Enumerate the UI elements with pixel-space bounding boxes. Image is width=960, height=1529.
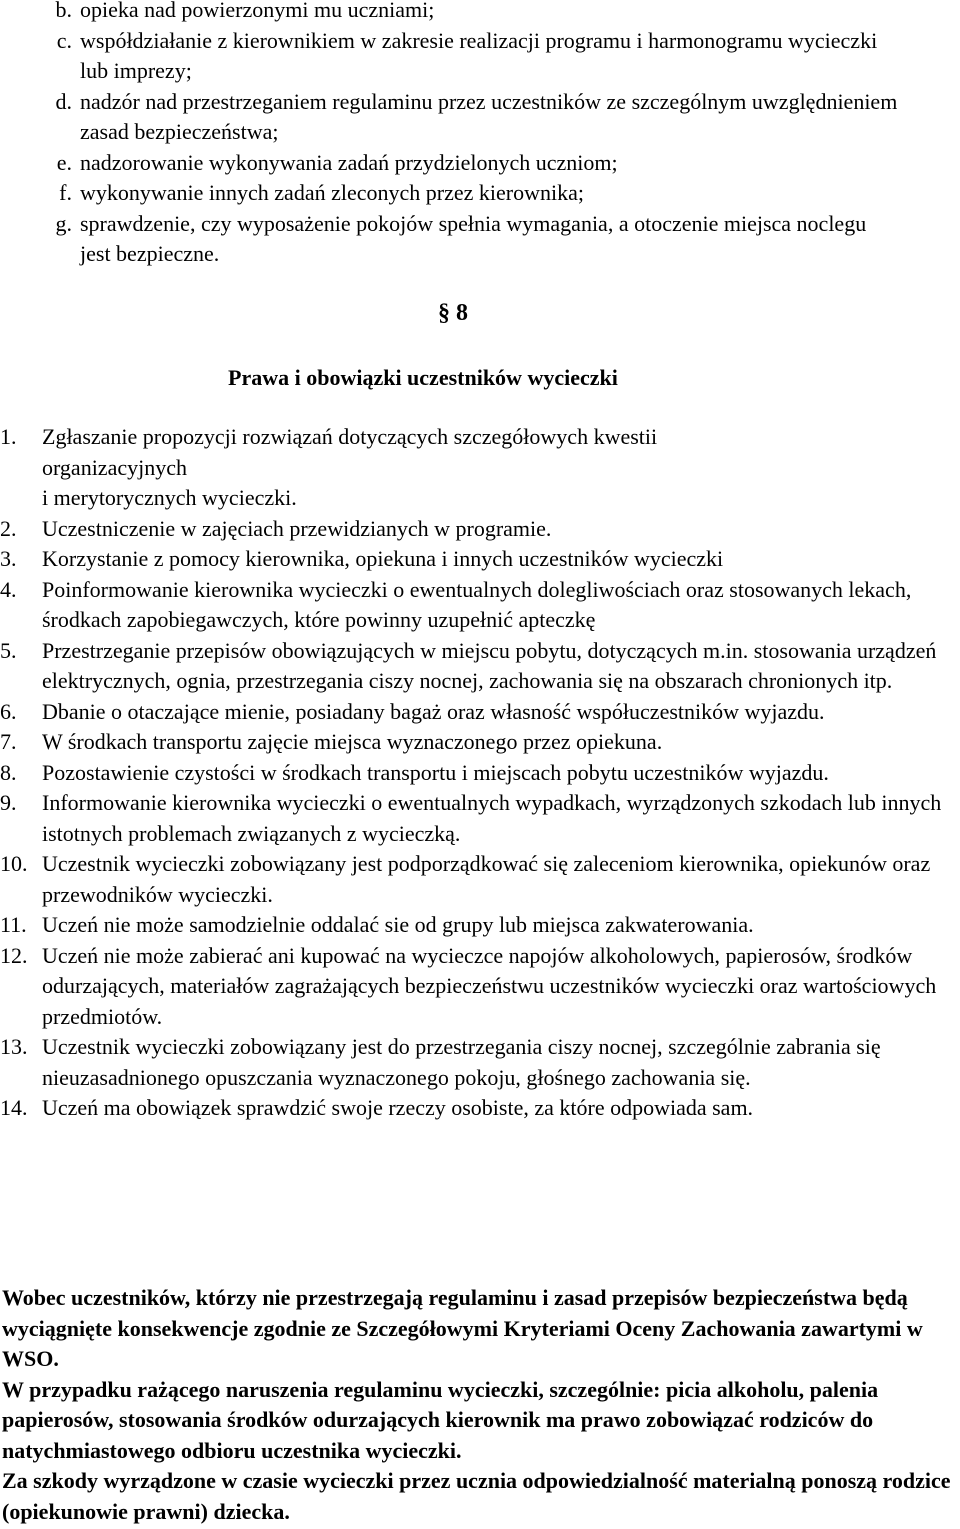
list-marker: e. <box>56 149 72 175</box>
list-marker: 2. <box>0 515 17 541</box>
list-marker: f. <box>59 180 72 205</box>
list-item <box>0 544 942 575</box>
list-item-text: wykonywanie innych zadań zleconych przez kierownika; <box>80 180 584 205</box>
list-item <box>0 1093 942 1124</box>
list-item <box>0 636 942 697</box>
list-marker: 4. <box>0 576 17 602</box>
list-item-text: nadzorowanie wykonywania zadań przydzielonych uczniom; <box>80 149 618 175</box>
closing-statement <box>2 1283 958 1527</box>
list-item-text: Dbanie o otaczające mienie, posiadany bagaż oraz własność współuczestników wyjazdu. <box>42 698 825 724</box>
list-item-text: współdziałanie z kierownikiem w zakresie realizacji programu i harmonogramu wycieczki lub imprezy; <box>80 27 878 83</box>
list-item-text: W środkach transportu zajęcie miejsca wyznaczonego przez opiekuna. <box>42 729 663 754</box>
list-item-text: Uczestnik wycieczki zobowiązany jest podporządkować się zaleceniom kierownika, opiekunów oraz przewodników wycieczki. <box>42 851 931 907</box>
list-marker: 9. <box>0 790 17 815</box>
list-item-text: Uczestnik wycieczki zobowiązany jest do przestrzegania ciszy nocnej, szczególnie zabrania się nieuzasadnionego opuszczania wyznaczonego pokoju, głośnego zachowania się. <box>42 1034 881 1090</box>
list-marker: 11. <box>0 912 27 937</box>
list-marker: 8. <box>0 759 17 785</box>
list-marker: g. <box>55 210 72 236</box>
list-item <box>0 727 942 758</box>
list-item-text: Zgłaszanie propozycji rozwiązań dotyczących szczegółowych kwestii organizacyjnych i merytorycznych wycieczki. <box>42 424 658 510</box>
list-item <box>0 209 900 270</box>
list-item-text: Uczeń nie może samodzielnie oddalać sie od grupy lub miejsca zakwaterowania. <box>42 912 754 937</box>
list-item <box>0 941 942 1033</box>
list-item <box>0 87 900 148</box>
list-item <box>0 422 942 514</box>
list-item <box>0 514 942 545</box>
list-marker: 3. <box>0 546 17 571</box>
list-item <box>0 758 942 789</box>
list-marker: c. <box>56 27 72 53</box>
list-item <box>0 849 942 910</box>
serious-violation-paragraph: W przypadku rażącego naruszenia regulaminu wycieczki, szczególnie: picia alkoholu, palenia papierosów, stosowania środków odurzających kierownik ma prawo zobowiązać rodziców do natychmiastowego odbioru uczestnika wycieczki. <box>2 1376 879 1463</box>
list-item <box>0 178 900 209</box>
list-marker: 13. <box>0 1034 28 1059</box>
list-item-text: opieka nad powierzonymi mu uczniami; <box>80 0 435 22</box>
list-marker: 10. <box>0 851 28 876</box>
list-marker: 14. <box>0 1095 28 1120</box>
list-item-text: Uczeń ma obowiązek sprawdzić swoje rzeczy osobiste, za które odpowiada sam. <box>42 1095 754 1120</box>
list-item <box>0 148 900 179</box>
list-item-text: Pozostawienie czystości w środkach transportu i miejscach pobytu uczestników wyjazdu. <box>42 759 829 785</box>
list-item-text: Przestrzeganie przepisów obowiązujących w miejscu pobytu, dotyczących m.in. stosowania urządzeń elektrycznych, ognia, przestrzegania ciszy nocnej, zachowania się na obszarach chronionych itp. <box>42 637 937 693</box>
list-marker: 5. <box>0 637 17 663</box>
list-item-text: sprawdzenie, czy wyposażenie pokojów spełnia wymagania, a otoczenie miejsca noclegu jest bezpieczne. <box>80 210 867 266</box>
consequences-paragraph: Wobec uczestników, którzy nie przestrzegają regulaminu i zasad przepisów bezpieczeństwa będą wyciągnięte konsekwencje zgodnie ze Szczegółowymi Kryteriami Oceny Zachowania zawartymi w WSO. <box>2 1285 923 1371</box>
list-marker: b. <box>55 0 72 22</box>
list-marker: 1. <box>0 424 17 449</box>
list-item-text: Uczestniczenie w zajęciach przewidzianych w programie. <box>42 515 552 541</box>
list-item <box>0 575 942 636</box>
list-marker: d. <box>55 88 72 114</box>
list-item-text: Poinformowanie kierownika wycieczki o ewentualnych dolegliwościach oraz stosowanych lekach, środkach zapobiegawczych, które powinny uzupełnić apteczkę <box>42 576 912 632</box>
list-item <box>0 0 900 26</box>
list-item-text: nadzór nad przestrzeganiem regulaminu przez uczestników ze szczególnym uwzględnieniem zasad bezpieczeństwa; <box>80 88 898 144</box>
list-item <box>0 788 942 849</box>
list-item <box>0 1032 942 1093</box>
list-item <box>0 910 942 941</box>
list-marker: 12. <box>0 942 28 968</box>
section-number: § 8 <box>438 300 468 326</box>
list-item <box>0 26 900 87</box>
participant-rights-list <box>0 422 942 1124</box>
list-marker: 7. <box>0 729 17 754</box>
list-item-text: Informowanie kierownika wycieczki o ewentualnych wypadkach, wyrządzonych szkodach lub innych istotnych problemach związanych z wycieczką. <box>42 790 942 846</box>
list-item-text: Uczeń nie może zabierać ani kupować na wycieczce napojów alkoholowych, papierosów, środków odurzających, materiałów zagrażających bezpieczeństwu uczestników wycieczki oraz wartościowych przedmiotów. <box>42 942 937 1029</box>
section-title: Prawa i obowiązki uczestników wycieczki <box>228 365 618 390</box>
list-item-text: Korzystanie z pomocy kierownika, opiekuna i innych uczestników wycieczki <box>42 546 724 571</box>
opiekun-duties-list <box>0 0 900 270</box>
liability-paragraph: Za szkody wyrządzone w czasie wycieczki przez ucznia odpowiedzialność materialną ponoszą rodzice (opiekunowie prawni) dziecka. <box>2 1468 951 1524</box>
list-marker: 6. <box>0 698 17 724</box>
list-item <box>0 697 942 728</box>
